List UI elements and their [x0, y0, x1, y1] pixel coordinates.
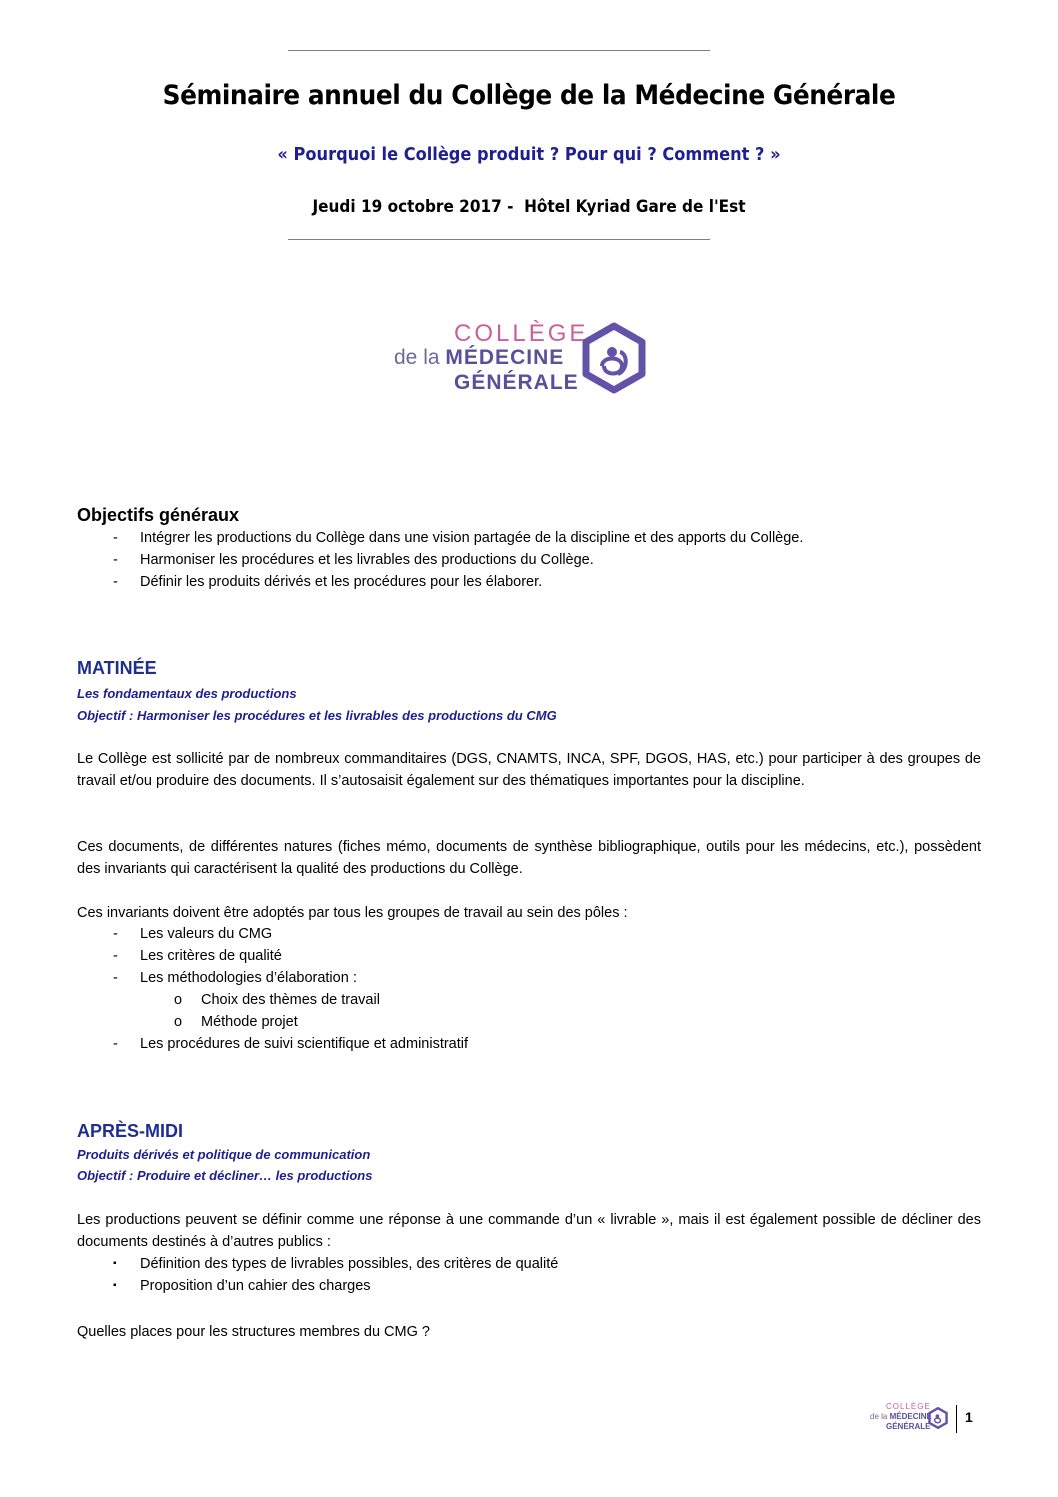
event-venue: Hôtel Kyriad Gare de l'Est: [524, 197, 746, 217]
list-item: o Choix des thèmes de travail: [174, 992, 380, 1008]
list-item: - Intégrer les productions du Collège dans une vision partagée de la discipline et des apports du Collège.: [113, 530, 804, 546]
hexagon-logo-icon: [582, 322, 646, 394]
apresmidi-question: Quelles places pour les structures membres du CMG ?: [77, 1324, 430, 1340]
list-item: ▪ Définition des types de livrables possibles, des critères de qualité: [113, 1256, 559, 1272]
logo-word-medecine: de la MÉDECINE: [394, 346, 565, 369]
matinee-paragraph-1: Le Collège est sollicité par de nombreux commanditaires (DGS, CNAMTS, INCA, SPF, DGOS, HAS, etc.) pour participer à des groupes de travail et/ou produire des documents. Il s’autosaisit également sur des thématiques importantes pour la discipline.: [77, 751, 981, 789]
list-item: ▪ Proposition d’un cahier des charges: [113, 1278, 371, 1294]
footer-logo: COLLÈGE de la MÉDECINE GÉNÉRALE: [870, 1402, 950, 1436]
event-date: Jeudi 19 octobre 2017 -: [312, 197, 514, 217]
page-number: 1: [965, 1409, 973, 1425]
list-item: - Les procédures de suivi scientifique et administratif: [113, 1036, 469, 1052]
list-item: - Harmoniser les procédures et les livrables des productions du Collège.: [113, 552, 594, 568]
apresmidi-list: [77, 1253, 558, 1297]
page-subtitle: « Pourquoi le Collège produit ? Pour qui ? Comment ? »: [277, 144, 781, 165]
date-venue-line: [53, 197, 1005, 217]
page-title: Séminaire annuel du Collège de la Médecine Générale: [162, 80, 896, 111]
matinee-objective: Objectif : Harmoniser les procédures et les livrables des productions du CMG: [77, 708, 557, 723]
top-rule: [288, 50, 710, 51]
apresmidi-subheading: Produits dérivés et politique de communication: [77, 1147, 371, 1162]
objectifs-heading: Objectifs généraux: [77, 505, 240, 525]
logo-word-generale: GÉNÉRALE: [454, 371, 579, 394]
list-item: - Définir les produits dérivés et les procédures pour les élaborer.: [113, 574, 543, 590]
footer-separator: [956, 1405, 957, 1433]
apresmidi-objective: Objectif : Produire et décliner… les productions: [77, 1168, 373, 1183]
list-item: - Les critères de qualité: [113, 948, 282, 964]
objectifs-list: [77, 527, 803, 593]
matinee-paragraph-3: Ces invariants doivent être adoptés par tous les groupes de travail au sein des pôles :: [77, 905, 628, 921]
list-item: o Méthode projet: [174, 1014, 298, 1030]
apresmidi-heading: APRÈS-MIDI: [77, 1121, 184, 1141]
college-logo: [392, 318, 652, 398]
apresmidi-paragraph: Les productions peuvent se définir comme une réponse à une commande d’un « livrable », mais il est également possible de décliner des documents destinés à d’autres publics :: [77, 1212, 981, 1250]
matinee-paragraph-2: Ces documents, de différentes natures (fiches mémo, documents de synthèse bibliographique, outils pour les médecins, etc.), possèdent des invariants qui caractérisent la qualité des productions du Collège.: [77, 839, 981, 877]
footer-hexagon-icon: [928, 1407, 948, 1429]
list-item: - Les valeurs du CMG: [113, 926, 273, 942]
bottom-rule: [288, 239, 710, 240]
matinee-heading: MATINÉE: [77, 658, 157, 678]
matinee-list: [77, 923, 468, 1055]
logo-word-college: COLLÈGE: [454, 320, 589, 347]
matinee-subheading: Les fondamentaux des productions: [77, 686, 297, 701]
list-item: - Les méthodologies d’élaboration :: [113, 970, 357, 986]
